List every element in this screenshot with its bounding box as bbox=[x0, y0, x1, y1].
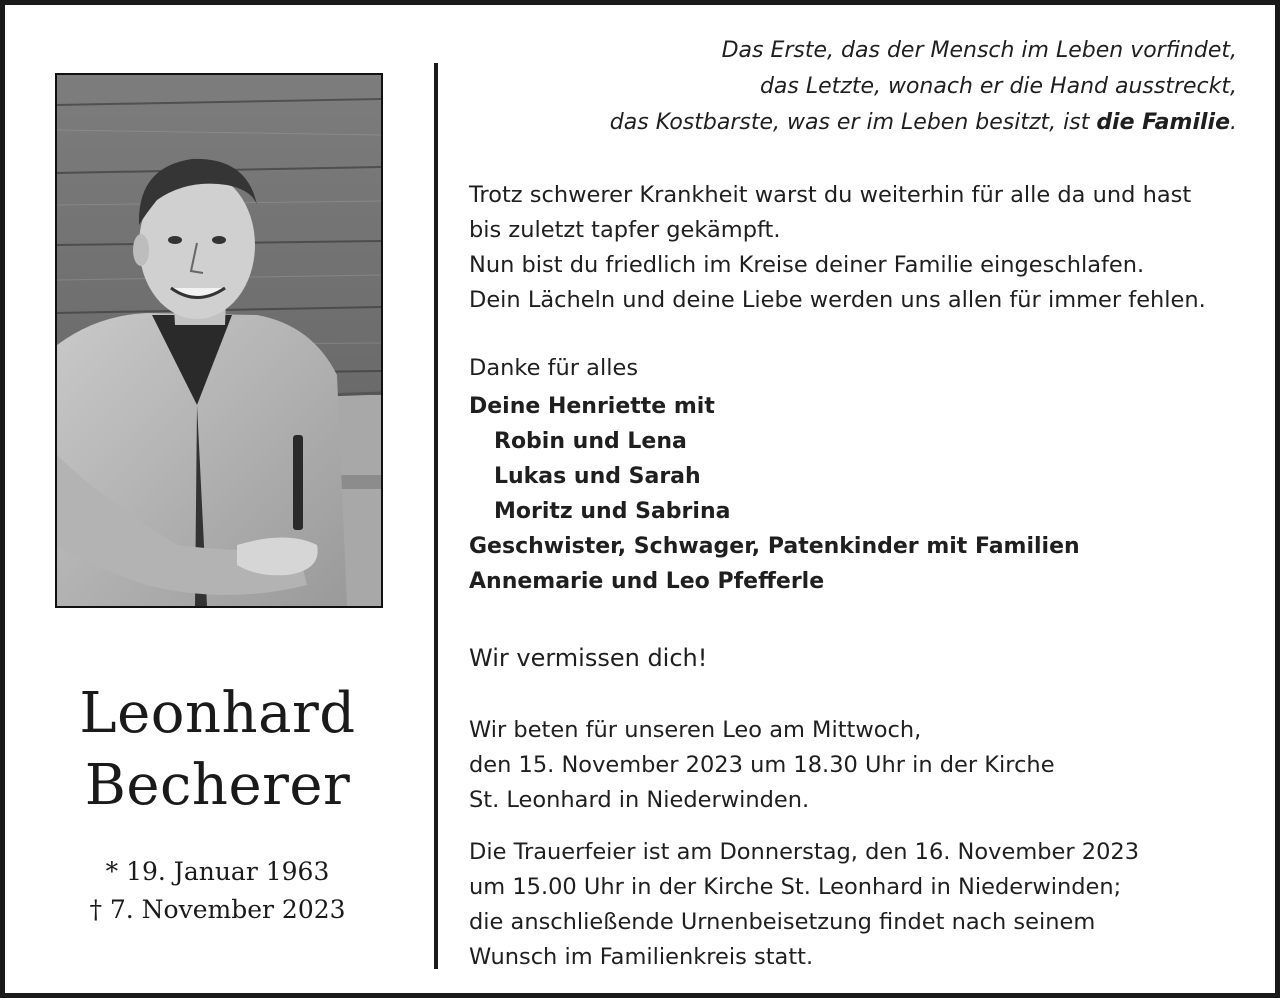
family-quote bbox=[610, 33, 1237, 141]
funeral-announcement bbox=[469, 835, 1139, 975]
mourner-lead: Deine Henriette mit bbox=[469, 394, 715, 419]
funeral-line: Die Trauerfeier ist am Donnerstag, den 16. November 2023 bbox=[469, 839, 1140, 865]
portrait-photo bbox=[55, 73, 383, 608]
quote-line-end: . bbox=[1230, 110, 1237, 135]
quote-line: das Letzte, wonach er die Hand ausstreckt, bbox=[759, 74, 1237, 99]
portrait-illustration bbox=[57, 75, 381, 606]
tribute-line: Dein Lächeln und deine Liebe werden uns allen für immer fehlen. bbox=[469, 287, 1206, 313]
mass-line: Wir beten für unseren Leo am Mittwoch, bbox=[469, 717, 922, 743]
death-date: † 7. November 2023 bbox=[89, 895, 346, 924]
funeral-line: die anschließende Urnenbeisetzung findet nach seinem bbox=[469, 909, 1096, 935]
mass-line: den 15. November 2023 um 18.30 Uhr in der Kirche bbox=[469, 752, 1055, 778]
quote-line bbox=[610, 105, 1237, 141]
mourner-others: Geschwister, Schwager, Patenkinder mit Familien bbox=[469, 534, 1080, 559]
mourner-child: Robin und Lena bbox=[494, 429, 687, 454]
miss-you-line: Wir vermissen dich! bbox=[469, 644, 708, 672]
mass-line: St. Leonhard in Niederwinden. bbox=[469, 787, 810, 813]
tribute-line: Trotz schwerer Krankheit warst du weiterhin für alle da und hast bbox=[469, 182, 1192, 208]
deceased-last-name: Becherer bbox=[84, 753, 351, 818]
deceased-first-name: Leonhard bbox=[79, 681, 356, 746]
mass-announcement bbox=[469, 713, 1055, 818]
tribute-line: bis zuletzt tapfer gekämpft. bbox=[469, 217, 781, 243]
tribute-paragraph bbox=[469, 178, 1206, 318]
quote-emphasis: die Familie bbox=[1096, 110, 1230, 135]
column-divider bbox=[434, 63, 438, 969]
mourner-others: Annemarie und Leo Pfefferle bbox=[469, 569, 825, 594]
quote-line-text: das Kostbarste, was er im Leben besitzt, ist bbox=[609, 110, 1097, 135]
mourners-list bbox=[469, 389, 1080, 599]
tribute-line: Nun bist du friedlich im Kreise deiner Familie eingeschlafen. bbox=[469, 252, 1145, 278]
funeral-line: um 15.00 Uhr in der Kirche St. Leonhard in Niederwinden; bbox=[469, 874, 1122, 900]
mourner-child: Moritz und Sabrina bbox=[494, 499, 731, 524]
thanks-line: Danke für alles bbox=[469, 355, 639, 381]
funeral-line: Wunsch im Familienkreis statt. bbox=[469, 944, 814, 970]
birth-date: * 19. Januar 1963 bbox=[105, 857, 330, 886]
mourner-child: Lukas und Sarah bbox=[494, 464, 701, 489]
quote-line: Das Erste, das der Mensch im Leben vorfindet, bbox=[721, 38, 1237, 63]
